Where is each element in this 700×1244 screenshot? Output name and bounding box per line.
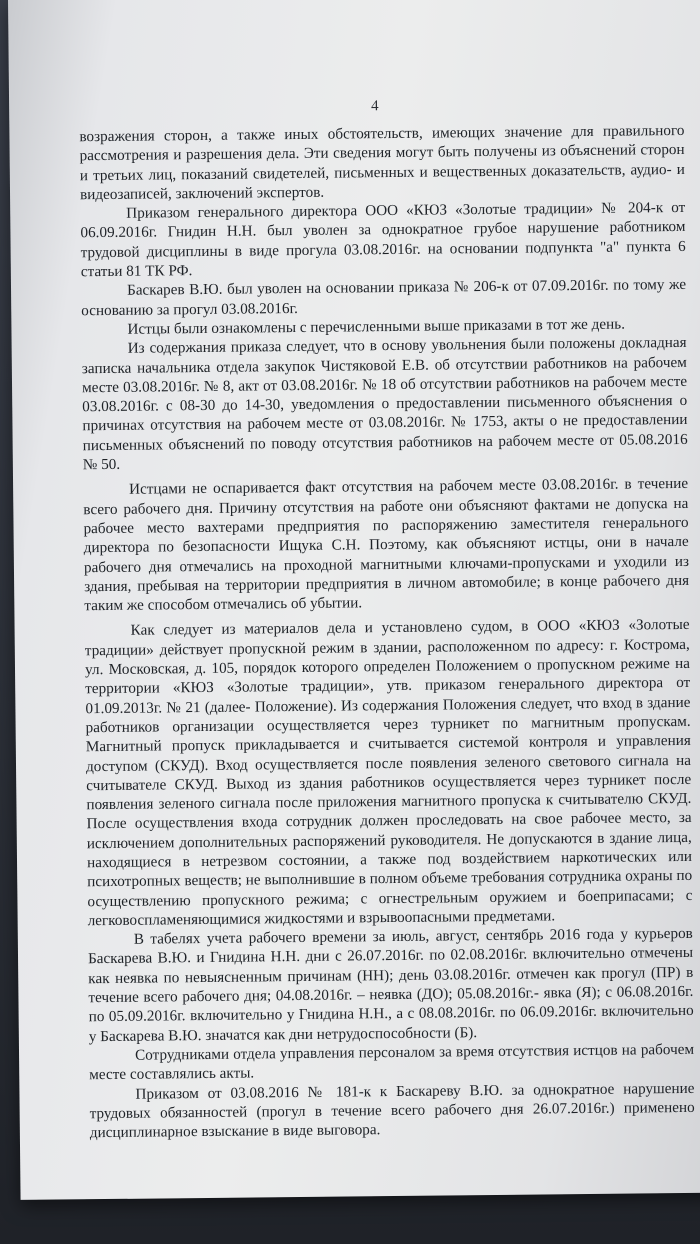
paragraph: Истцы были ознакомлены с перечисленными выше приказами в тот же день. xyxy=(127,315,626,338)
paragraph: Как следует из материалов дела и установлено судом, в ООО «КЮЗ «Золотые традиции» действует пропускной режим в здании, расположенном по адресу: г. Кострома, ул. Московская, д. 105, порядок которого определен Положением о пропускном режиме на территории «КЮЗ «Золотые традиции», утв. приказом генерального директора от 01.09.2013г. № 21 (далее- Положение). Из содержания Положения следует, что вход в здание работников организации осуществляется через турникет по магнитным пропускам. Магнитный пропуск прикладывается и считывается системой контроля и управления доступом (СКУД). Вход осуществляется после появления зеленого светового сигнала на считывателе СКУД. Выход из здания работников осуществляется через турникет после появления зеленого сигнала после приложения магнитного пропуска к считывателю СКУД. После осуществления входа сотрудник должен проследовать на свое рабочее место, за исключением дополнительных распоряжений руководителя. Не допускаются в здание лица, находящиеся в нетрезвом состоянии, а также под воздействием наркотических или психотропных веществ; не выполнившие в полном объеме требования сотрудника охраны по осуществлению пропускного режима; с огнестрельным оружием и боеприпасами; с легковоспламеняющимися жидкостями и взрывоопасными предметами. xyxy=(84,616,693,930)
paragraph: Приказом генерального директора ООО «КЮЗ «Золотые традиции» № 204-к от 06.09.2016г. Гнидин Н.Н. был уволен за однократное грубое нарушение работником трудовой дисциплины в виде прогула 03.08.2016г. на основании подпункта "а" пункта 6 статьи 81 ТК РФ. xyxy=(80,199,686,281)
paragraph: Баскарев В.Ю. был уволен на основании приказа № 206-к от 07.09.2016г. по тому же основанию за прогул 03.08.2016г. xyxy=(81,276,687,319)
paragraph: Из содержания приказа следует, что в основу увольнения были положены докладная записка начальника отдела закупок Чистяковой Е.В. об отсутствии работников на рабочем месте 03.08.2016г. № 8, акт от 03.08.2016г. № 18 об отсутствии работников на рабочем месте 03.08.2016г. с 08-30 до 14-30, уведомления о предоставлении письменного объяснения о причинах отсутствия на рабочем месте от 03.08.2016г. № 1753, акты о не предоставлении письменных объяснений по поводу отсутствия работников на рабочем месте от 05.08.2016 № 50. xyxy=(81,334,688,474)
page-number: 4 xyxy=(371,98,379,115)
paragraph: Сотрудниками отдела управления персоналом за время отсутствия истцов на рабочем месте составлялись акты. xyxy=(89,1040,695,1084)
paragraph: Истцами не оспаривается факт отсутствия на рабочем месте 03.08.2016г. в течение всего рабочего дня. Причину отсутствия на работе они объясняют фактами не допуска на рабочее место вахтерами предприятия по распоряжению заместителя генерального директора по безопасности Ищука С.Н. Поэтому, как объясняют истцы, они в начале рабочего дня отмечались на проходной магнитными ключами-пропусками и уходили из здания, пребывая на территории предприятия в личном автомобиле; в конце рабочего дня таким же способом отмечались об убытии. xyxy=(83,475,690,615)
paragraph: В табелях учета рабочего времени за июль, август, сентябрь 2016 года у курьеров Баскарева В.Ю. и Гнидина Н.Н. дни с 26.07.2016г. по 02.08.2016г. включительно отмечены как неявка по невыясненным причинам (НН); день 03.08.2016г. отмечен как прогул (ПР) в течение всего рабочего дня; 04.08.2016г. – неявка (ДО); 05.08.2016г.- явка (Я); с 06.08.2016г. по 05.09.2016г. включительно у Гнидина Н.Н., а с 08.08.2016г. по 06.09.2016г. включительно у Баскарева В.Ю. значатся как дни нетрудоспособности (Б). xyxy=(87,925,694,1045)
document-page xyxy=(8,0,700,1200)
paragraph: Приказом от 03.08.2016 № 181-к к Баскареву В.Ю. за однократное нарушение трудовых обязанностей (прогул в течение всего рабочего дня 26.07.2016г.) применено дисциплинарное взыскание в виде выговора. xyxy=(89,1079,695,1142)
page-body xyxy=(79,121,695,1143)
paragraph: возражения сторон, а также иных обстоятельств, имеющих значение для правильного рассмотрения и разрешения дела. Эти сведения могут быть получены из объяснений сторон и третьих лиц, показаний свидетелей, письменных и вещественных доказательств, аудио- и видеозаписей, заключений экспертов. xyxy=(79,121,685,204)
